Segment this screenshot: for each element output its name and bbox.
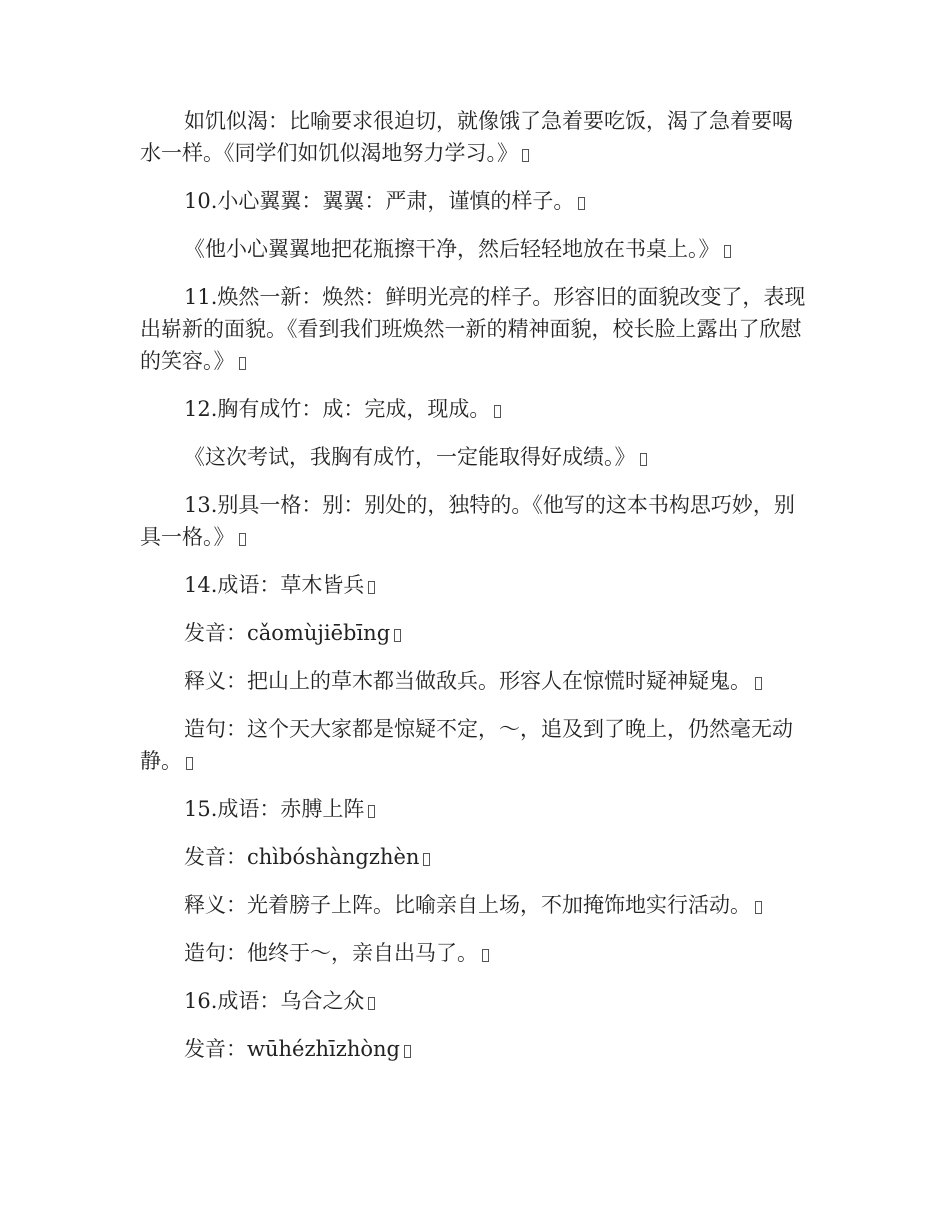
paragraph-mark-icon xyxy=(724,245,731,258)
paragraph-mark-icon xyxy=(186,757,193,770)
paragraph-idiom-14-title: 14.成语：草木皆兵 xyxy=(140,569,808,601)
paragraph-idiom-14-meaning: 释义：把山上的草木都当做敌兵。形容人在惊慌时疑神疑鬼。 xyxy=(140,665,808,697)
paragraph-mark-icon xyxy=(239,357,246,370)
paragraph-mark-icon xyxy=(640,453,647,466)
paragraph-mark-icon xyxy=(522,149,529,162)
paragraph-mark-icon xyxy=(239,533,246,546)
paragraph-idiom-16-title: 16.成语：乌合之众 xyxy=(140,985,808,1017)
paragraph-idiom-14-pinyin: 发音：cǎomùjiēbīng xyxy=(140,617,808,649)
paragraph-idiom-15-meaning: 释义：光着膀子上阵。比喻亲自上场，不加掩饰地实行活动。 xyxy=(140,889,808,921)
paragraph-mark-icon xyxy=(755,677,762,690)
paragraph-mark-icon xyxy=(578,197,585,210)
paragraph-ruji-sike: 如饥似渴：比喻要求很迫切，就像饿了急着要吃饭，渴了急着要喝水一样。《同学们如饥似渴地努力学习。》 xyxy=(140,109,793,165)
paragraph-idiom-14-example: 造句：这个天大家都是惊疑不定，～，追及到了晚上，仍然毫无动静。 xyxy=(140,717,793,773)
paragraph-biejv-yige: 13.别具一格：别：别处的，独特的。《他写的这本书构思巧妙，别具一格。》 xyxy=(140,493,795,549)
paragraph-mark-icon xyxy=(368,581,375,594)
paragraph-mark-icon xyxy=(368,805,375,818)
paragraph-xiongyou-chengzhu-example: 《这次考试，我胸有成竹，一定能取得好成绩。》 xyxy=(140,441,808,473)
paragraph-idiom-15-title: 15.成语：赤膊上阵 xyxy=(140,793,808,825)
paragraph-mark-icon xyxy=(404,1045,411,1058)
paragraph-xiongyou-chengzhu: 12.胸有成竹：成：完成，现成。 xyxy=(140,393,808,425)
document-body xyxy=(140,105,808,1065)
paragraph-idiom-16-pinyin: 发音：wūhézhīzhòng xyxy=(140,1033,808,1065)
paragraph-idiom-15-pinyin: 发音：chìbóshàngzhèn xyxy=(140,841,808,873)
paragraph-xiaoxin-yiyi-example: 《他小心翼翼地把花瓶擦干净，然后轻轻地放在书桌上。》 xyxy=(140,233,808,265)
paragraph-mark-icon xyxy=(394,629,401,642)
paragraph-mark-icon xyxy=(755,901,762,914)
paragraph-mark-icon xyxy=(494,405,501,418)
paragraph-mark-icon xyxy=(482,949,489,962)
paragraph-xiaoxin-yiyi: 10.小心翼翼：翼翼：严肃，谨慎的样子。 xyxy=(140,185,808,217)
paragraph-idiom-15-example: 造句：他终于～，亲自出马了。 xyxy=(140,937,808,969)
paragraph-huanran-yixin: 11.焕然一新：焕然：鲜明光亮的样子。形容旧的面貌改变了，表现出崭新的面貌。《看到我们班焕然一新的精神面貌，校长脸上露出了欣慰的笑容。》 xyxy=(140,285,806,373)
paragraph-mark-icon xyxy=(368,997,375,1010)
paragraph-mark-icon xyxy=(423,853,430,866)
